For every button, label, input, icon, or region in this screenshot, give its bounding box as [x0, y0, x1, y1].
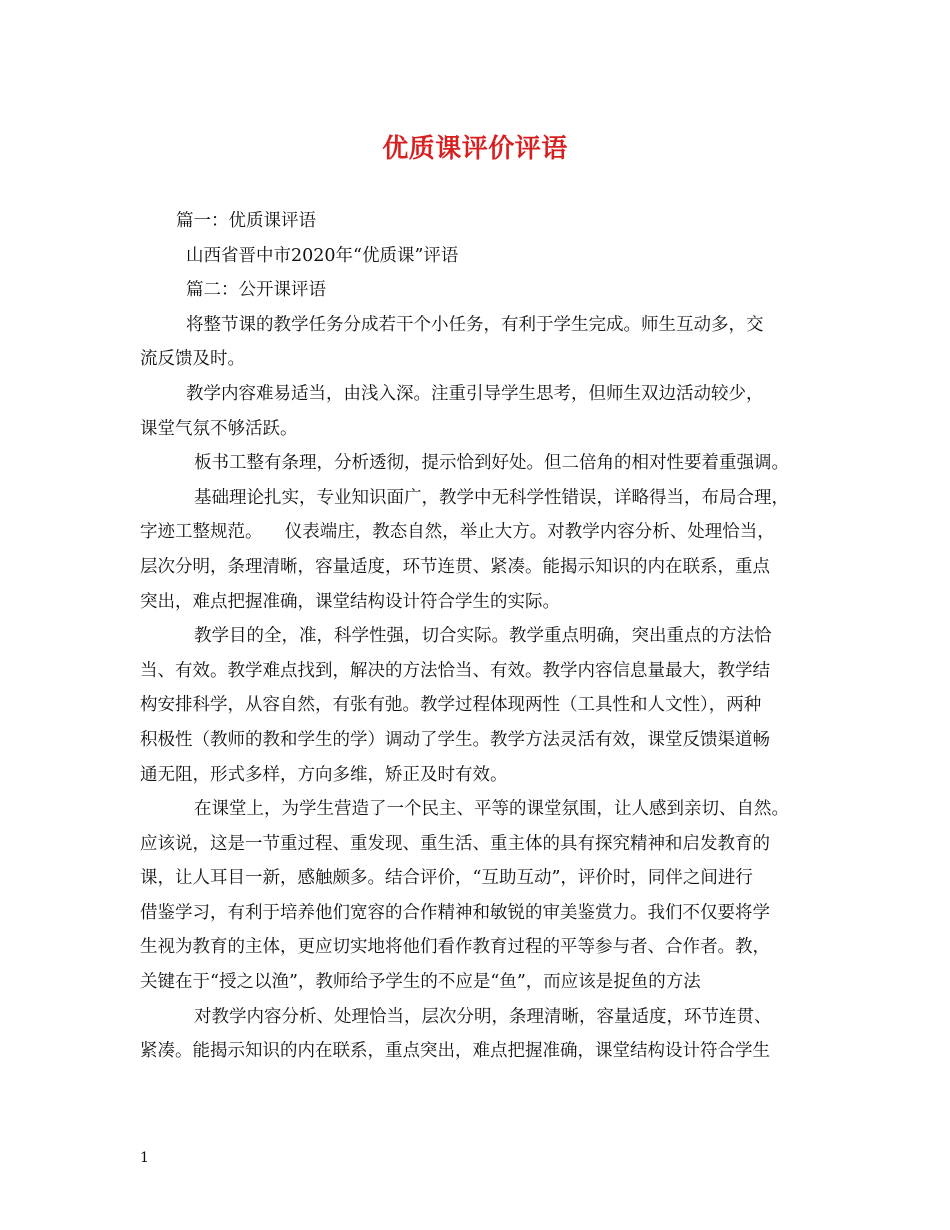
text-line: 篇二：公开课评语 — [186, 280, 326, 301]
text-line: 对教学内容分析、处理恰当，层次分明，条理清晰，容量适度，环节连贯、 — [194, 1006, 772, 1027]
text-line: 紧凑。能揭示知识的内在联系，重点突出，难点把握准确，课堂结构设计符合学生 — [140, 1041, 770, 1062]
text-line: 当、有效。教学难点找到，解决的方法恰当、有效。教学内容信息量最大，教学结 — [140, 660, 770, 681]
text-line: 通无阻，形式多样，方向多维，矫正及时有效。 — [140, 764, 508, 785]
document-body — [140, 204, 828, 1069]
text-line: 突出，难点把握准确，课堂结构设计符合学生的实际。 — [140, 591, 560, 612]
text-line: 课堂气氛不够活跃。 — [140, 418, 298, 439]
text-line: 流反馈及时。 — [140, 349, 245, 370]
text-line: 篇一：优质课评语 — [176, 211, 316, 231]
text-line: 关键在于“授之以渔”，教师给予学生的不应是“鱼”，而应该是捉鱼的方法 — [140, 972, 701, 993]
text-line: 在课堂上，为学生营造了一个民主、平等的课堂氛围，让人感到亲切、自然。 — [194, 799, 789, 820]
document-title: 优质课评价评语 — [382, 134, 568, 164]
text-line: 借鉴学习，有利于培养他们宽容的合作精神和敏锐的审美鉴赏力。我们不仅要将学 — [140, 902, 770, 923]
text-line: 教学目的全，准，科学性强，切合实际。教学重点明确，突出重点的方法恰 — [194, 626, 772, 647]
page-number: 1 — [140, 1150, 149, 1166]
text-line: 基础理论扎实，专业知识面广，教学中无科学性错误，详略得当，布局合理， — [194, 487, 789, 508]
text-line: 层次分明，条理清晰，容量适度，环节连贯、紧凑。能揭示知识的内在联系，重点 — [140, 556, 770, 577]
text-line: 应该说，这是一节重过程、重发现、重生活、重主体的具有探究精神和启发教育的 — [140, 833, 770, 854]
text-line: 课，让人耳目一新，感触颇多。结合评价，“互助互动”，评价时，同伴之间进行 — [140, 868, 753, 889]
text-line: 积极性（教师的教和学生的学）调动了学生。教学方法灵活有效，课堂反馈渠道畅 — [140, 729, 770, 750]
text-line: 字迹工整规范。 仪表端庄，教态自然，举止大方。对教学内容分析、处理恰当， — [140, 522, 775, 543]
text-line: 构安排科学，从容自然，有张有弛。教学过程体现两性（工具性和人文性），两种 — [140, 695, 762, 716]
text-line: 将整节课的教学任务分成若干个小任务，有利于学生完成。师生互动多，交 — [186, 314, 764, 335]
text-line: 教学内容难易适当，由浅入深。注重引导学生思考，但师生双边活动较少， — [186, 383, 764, 404]
text-line: 板书工整有条理，分析透彻，提示恰到好处。但二倍角的相对性要着重强调。 — [194, 453, 789, 474]
text-line: 山西省晋中市2020年“优质课”评语 — [186, 245, 459, 266]
text-line: 生视为教育的主体，更应切实地将他们看作教育过程的平等参与者、合作者。教， — [140, 937, 770, 958]
